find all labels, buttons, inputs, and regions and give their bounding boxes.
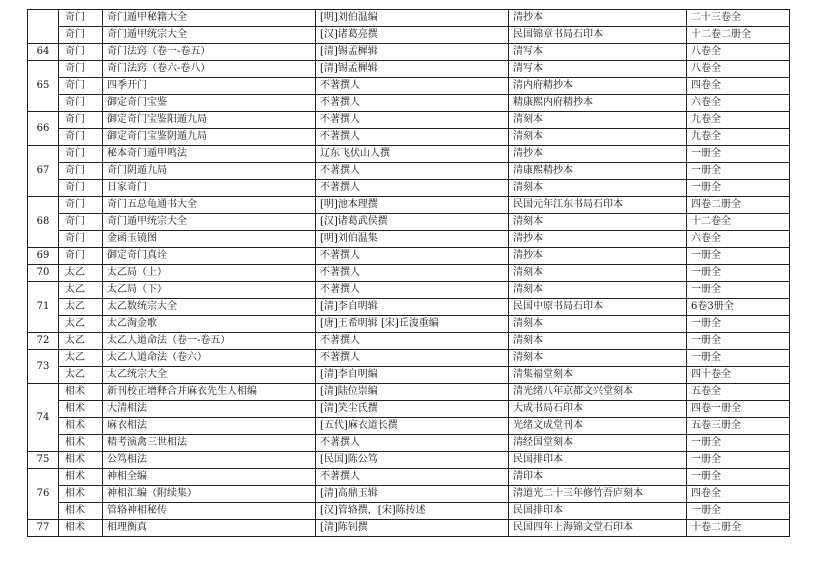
table-row bbox=[28, 435, 790, 452]
author-cell: 不著撰人 bbox=[316, 333, 509, 350]
title-cell: 神相汇编（附续集） bbox=[103, 486, 316, 503]
edition-cell: 清刻本 bbox=[509, 214, 687, 231]
category-cell: 相术 bbox=[59, 486, 103, 503]
title-cell: 奇门法窍（卷一-卷五） bbox=[103, 44, 316, 61]
volumes-cell: 五卷三册全 bbox=[687, 418, 790, 435]
title-cell: 太乙人道命法（卷一-卷五） bbox=[103, 333, 316, 350]
edition-cell: 清康熙精抄本 bbox=[509, 163, 687, 180]
title-cell: 奇门遁甲秘籍大全 bbox=[103, 10, 316, 27]
table-row bbox=[28, 384, 790, 401]
title-cell: 四季开门 bbox=[103, 78, 316, 95]
table-body bbox=[28, 10, 790, 537]
edition-cell: 光绪文成堂刊本 bbox=[509, 418, 687, 435]
author-cell: 不著撰人 bbox=[316, 180, 509, 197]
table-row bbox=[28, 180, 790, 197]
entry-number-cell: 64 bbox=[28, 44, 59, 61]
entry-number-cell: 67 bbox=[28, 146, 59, 197]
edition-cell: 民国排印本 bbox=[509, 503, 687, 520]
table-row bbox=[28, 231, 790, 248]
edition-cell: 清刻本 bbox=[509, 180, 687, 197]
table-row bbox=[28, 78, 790, 95]
category-cell: 奇门 bbox=[59, 78, 103, 95]
title-cell: 奇门遁甲统宗大全 bbox=[103, 214, 316, 231]
category-cell: 奇门 bbox=[59, 10, 103, 27]
author-cell: [清]笑尘氏撰 bbox=[316, 401, 509, 418]
edition-cell: 清道光二十三年修竹吾庐刻本 bbox=[509, 486, 687, 503]
author-cell: [清]锡孟樨辑 bbox=[316, 44, 509, 61]
author-cell: [五代]麻衣道长撰 bbox=[316, 418, 509, 435]
table-row bbox=[28, 10, 790, 27]
volumes-cell: 四十卷全 bbox=[687, 367, 790, 384]
category-cell: 太乙 bbox=[59, 282, 103, 299]
category-cell: 相术 bbox=[59, 520, 103, 537]
table-row bbox=[28, 486, 790, 503]
volumes-cell: 六卷全 bbox=[687, 95, 790, 112]
entry-number-cell: 68 bbox=[28, 197, 59, 248]
table-row bbox=[28, 27, 790, 44]
author-cell: [汉]管辂撰，[宋]陈抟述 bbox=[316, 503, 509, 520]
author-cell: 不著撰人 bbox=[316, 265, 509, 282]
edition-cell: 清抄本 bbox=[509, 10, 687, 27]
author-cell: 不著撰人 bbox=[316, 469, 509, 486]
category-cell: 太乙 bbox=[59, 265, 103, 282]
volumes-cell: 十二卷二册全 bbox=[687, 27, 790, 44]
volumes-cell: 一册全 bbox=[687, 146, 790, 163]
title-cell: 相理衡真 bbox=[103, 520, 316, 537]
table-row bbox=[28, 146, 790, 163]
edition-cell: 清刻本 bbox=[509, 316, 687, 333]
author-cell: [清]李自明辑 bbox=[316, 299, 509, 316]
title-cell: 秘本奇门遁甲鸣法 bbox=[103, 146, 316, 163]
author-cell: [明]刘伯温编 bbox=[316, 10, 509, 27]
title-cell: 奇门阴遁九局 bbox=[103, 163, 316, 180]
category-cell: 奇门 bbox=[59, 129, 103, 146]
edition-cell: 清抄本 bbox=[509, 231, 687, 248]
volumes-cell: 五卷全 bbox=[687, 384, 790, 401]
edition-cell: 民国中原书局石印本 bbox=[509, 299, 687, 316]
table-row bbox=[28, 418, 790, 435]
volumes-cell: 十二卷全 bbox=[687, 214, 790, 231]
author-cell: 不著撰人 bbox=[316, 163, 509, 180]
volumes-cell: 八卷全 bbox=[687, 44, 790, 61]
category-cell: 太乙 bbox=[59, 299, 103, 316]
title-cell: 金函玉镜图 bbox=[103, 231, 316, 248]
table-row bbox=[28, 299, 790, 316]
edition-cell: 清内府精抄本 bbox=[509, 78, 687, 95]
volumes-cell: 四卷全 bbox=[687, 486, 790, 503]
table-row bbox=[28, 401, 790, 418]
entry-number-cell bbox=[28, 10, 59, 44]
category-cell: 相术 bbox=[59, 452, 103, 469]
table-row bbox=[28, 129, 790, 146]
edition-cell: 民国排印本 bbox=[509, 452, 687, 469]
table-row bbox=[28, 163, 790, 180]
category-cell: 相术 bbox=[59, 503, 103, 520]
entry-number-cell: 69 bbox=[28, 248, 59, 265]
category-cell: 相术 bbox=[59, 435, 103, 452]
author-cell: [清]高鼎玉辑 bbox=[316, 486, 509, 503]
edition-cell: 精康熙内府精抄本 bbox=[509, 95, 687, 112]
title-cell: 神相全编 bbox=[103, 469, 316, 486]
edition-cell: 民国元年江东书局石印本 bbox=[509, 197, 687, 214]
edition-cell: 清刻本 bbox=[509, 112, 687, 129]
author-cell: [明]刘伯温集 bbox=[316, 231, 509, 248]
table-row bbox=[28, 214, 790, 231]
category-cell: 奇门 bbox=[59, 61, 103, 78]
volumes-cell: 九卷全 bbox=[687, 129, 790, 146]
table-row bbox=[28, 350, 790, 367]
table-row bbox=[28, 503, 790, 520]
category-cell: 太乙 bbox=[59, 367, 103, 384]
edition-cell: 清刻本 bbox=[509, 265, 687, 282]
author-cell: 不著撰人 bbox=[316, 112, 509, 129]
table-row bbox=[28, 333, 790, 350]
edition-cell: 清刻本 bbox=[509, 282, 687, 299]
table-row bbox=[28, 452, 790, 469]
volumes-cell: 九卷全 bbox=[687, 112, 790, 129]
edition-cell: 清写本 bbox=[509, 61, 687, 78]
edition-cell: 清抄本 bbox=[509, 248, 687, 265]
table-row bbox=[28, 469, 790, 486]
entry-number-cell: 75 bbox=[28, 452, 59, 469]
table-row bbox=[28, 61, 790, 78]
table-row bbox=[28, 265, 790, 282]
edition-cell: 清刻本 bbox=[509, 129, 687, 146]
volumes-cell: 一册全 bbox=[687, 350, 790, 367]
volumes-cell: 一册全 bbox=[687, 316, 790, 333]
entry-number-cell: 76 bbox=[28, 469, 59, 520]
entry-number-cell: 71 bbox=[28, 282, 59, 333]
author-cell: 辽东飞伏山人撰 bbox=[316, 146, 509, 163]
volumes-cell: 六卷全 bbox=[687, 231, 790, 248]
title-cell: 新刊校正增释合并麻衣先生人相编 bbox=[103, 384, 316, 401]
title-cell: 太乙数统宗大全 bbox=[103, 299, 316, 316]
author-cell: 不著撰人 bbox=[316, 129, 509, 146]
category-cell: 奇门 bbox=[59, 180, 103, 197]
author-cell: [清]陈钊撰 bbox=[316, 520, 509, 537]
category-cell: 奇门 bbox=[59, 248, 103, 265]
edition-cell: 清光绪八年京都文兴堂刻本 bbox=[509, 384, 687, 401]
volumes-cell: 八卷全 bbox=[687, 61, 790, 78]
title-cell: 御定奇门宝鉴阳遁九局 bbox=[103, 112, 316, 129]
volumes-cell: 一册全 bbox=[687, 265, 790, 282]
author-cell: 不著撰人 bbox=[316, 248, 509, 265]
author-cell: [唐]王希明辑 [宋]丘浚重编 bbox=[316, 316, 509, 333]
category-cell: 奇门 bbox=[59, 146, 103, 163]
title-cell: 太乙淘金歌 bbox=[103, 316, 316, 333]
title-cell: 太乙统宗大全 bbox=[103, 367, 316, 384]
category-cell: 奇门 bbox=[59, 214, 103, 231]
category-cell: 相术 bbox=[59, 401, 103, 418]
author-cell: [清]锡孟樨辑 bbox=[316, 61, 509, 78]
title-cell: 日家奇门 bbox=[103, 180, 316, 197]
title-cell: 奇门五总龟通书大全 bbox=[103, 197, 316, 214]
category-cell: 相术 bbox=[59, 418, 103, 435]
category-cell: 相术 bbox=[59, 469, 103, 486]
title-cell: 奇门遁甲统宗大全 bbox=[103, 27, 316, 44]
title-cell: 公笃相法 bbox=[103, 452, 316, 469]
entry-number-cell: 70 bbox=[28, 265, 59, 282]
edition-cell: 清刻本 bbox=[509, 350, 687, 367]
author-cell: [民国]陈公笃 bbox=[316, 452, 509, 469]
volumes-cell: 一册全 bbox=[687, 469, 790, 486]
title-cell: 御定奇门真诠 bbox=[103, 248, 316, 265]
entry-number-cell: 73 bbox=[28, 350, 59, 384]
table-row bbox=[28, 248, 790, 265]
table-row bbox=[28, 197, 790, 214]
author-cell: 不著撰人 bbox=[316, 435, 509, 452]
table-row bbox=[28, 112, 790, 129]
edition-cell: 清写本 bbox=[509, 44, 687, 61]
category-cell: 奇门 bbox=[59, 95, 103, 112]
category-cell: 奇门 bbox=[59, 197, 103, 214]
category-cell: 奇门 bbox=[59, 231, 103, 248]
author-cell: [清]李自明编 bbox=[316, 367, 509, 384]
edition-cell: 清抄本 bbox=[509, 146, 687, 163]
entry-number-cell: 65 bbox=[28, 61, 59, 112]
category-cell: 奇门 bbox=[59, 27, 103, 44]
edition-cell: 民国四年上海锦文堂石印本 bbox=[509, 520, 687, 537]
table-row bbox=[28, 367, 790, 384]
table-row bbox=[28, 316, 790, 333]
volumes-cell: 一册全 bbox=[687, 452, 790, 469]
volumes-cell: 一册全 bbox=[687, 503, 790, 520]
category-cell: 太乙 bbox=[59, 350, 103, 367]
author-cell: 不著撰人 bbox=[316, 78, 509, 95]
volumes-cell: 二十三卷全 bbox=[687, 10, 790, 27]
table-row bbox=[28, 44, 790, 61]
title-cell: 大清相法 bbox=[103, 401, 316, 418]
edition-cell: 清经国堂刻本 bbox=[509, 435, 687, 452]
title-cell: 麻衣相法 bbox=[103, 418, 316, 435]
author-cell: [汉]诸葛亮撰 bbox=[316, 27, 509, 44]
edition-cell: 清印本 bbox=[509, 469, 687, 486]
volumes-cell: 四卷一册全 bbox=[687, 401, 790, 418]
volumes-cell: 一册全 bbox=[687, 435, 790, 452]
volumes-cell: 四卷全 bbox=[687, 78, 790, 95]
author-cell: 不著撰人 bbox=[316, 282, 509, 299]
title-cell: 太乙人道命法（卷六） bbox=[103, 350, 316, 367]
edition-cell: 清集福堂刻本 bbox=[509, 367, 687, 384]
edition-cell: 民国锦章书局石印本 bbox=[509, 27, 687, 44]
table-row bbox=[28, 95, 790, 112]
title-cell: 太乙局（下） bbox=[103, 282, 316, 299]
entry-number-cell: 77 bbox=[28, 520, 59, 537]
author-cell: 不著撰人 bbox=[316, 95, 509, 112]
author-cell: [明]池本理撰 bbox=[316, 197, 509, 214]
category-cell: 相术 bbox=[59, 384, 103, 401]
category-cell: 奇门 bbox=[59, 163, 103, 180]
title-cell: 奇门法窍（卷六-卷八） bbox=[103, 61, 316, 78]
edition-cell: 大成书局石印本 bbox=[509, 401, 687, 418]
volumes-cell: 一册全 bbox=[687, 180, 790, 197]
category-cell: 太乙 bbox=[59, 316, 103, 333]
title-cell: 管辂神相秘传 bbox=[103, 503, 316, 520]
volumes-cell: 一册全 bbox=[687, 282, 790, 299]
title-cell: 御定奇门宝鉴阴遁九局 bbox=[103, 129, 316, 146]
volumes-cell: 一册全 bbox=[687, 248, 790, 265]
table-row bbox=[28, 520, 790, 537]
title-cell: 精考演禽三世相法 bbox=[103, 435, 316, 452]
category-cell: 奇门 bbox=[59, 112, 103, 129]
author-cell: 不著撰人 bbox=[316, 350, 509, 367]
table-row bbox=[28, 282, 790, 299]
volumes-cell: 6卷3册全 bbox=[687, 299, 790, 316]
edition-cell: 清刻本 bbox=[509, 333, 687, 350]
category-cell: 太乙 bbox=[59, 333, 103, 350]
catalog-table bbox=[27, 9, 790, 537]
volumes-cell: 一册全 bbox=[687, 163, 790, 180]
volumes-cell: 四卷二册全 bbox=[687, 197, 790, 214]
title-cell: 御定奇门宝鉴 bbox=[103, 95, 316, 112]
volumes-cell: 十卷二册全 bbox=[687, 520, 790, 537]
entry-number-cell: 66 bbox=[28, 112, 59, 146]
author-cell: [清]陆位崇编 bbox=[316, 384, 509, 401]
category-cell: 奇门 bbox=[59, 44, 103, 61]
entry-number-cell: 72 bbox=[28, 333, 59, 350]
author-cell: [汉]诸葛武侯撰 bbox=[316, 214, 509, 231]
volumes-cell: 一册全 bbox=[687, 333, 790, 350]
title-cell: 太乙局（上） bbox=[103, 265, 316, 282]
entry-number-cell: 74 bbox=[28, 384, 59, 452]
